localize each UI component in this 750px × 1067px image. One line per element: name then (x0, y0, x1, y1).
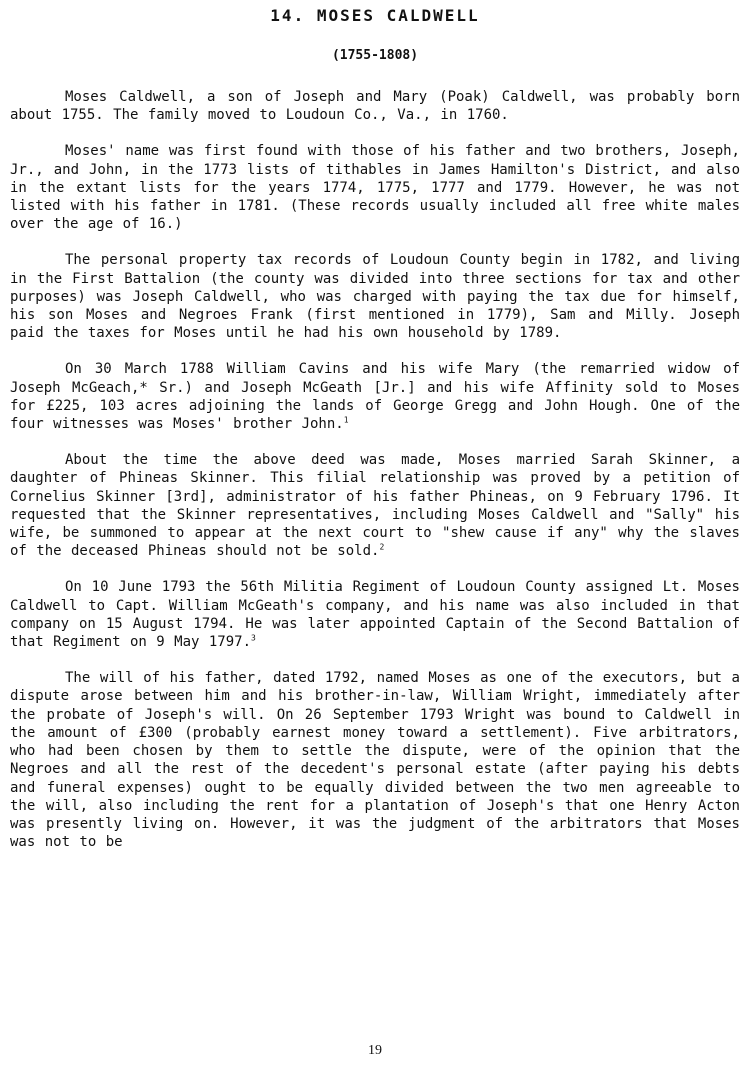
paragraph-text: About the time the above deed was made, Moses married Sarah Skinner, a daughter of Phineas Skinner. This filial relationship was proved by a petition of Cornelius Skinner [3rd], administrator of his father Phineas, on 9 February 1796. It requested that the Skinner representatives, including Moses Caldwell and "Sally" his wife, be summoned to appear at the next court to "shew cause if any" why the slaves of the deceased Phineas should not be sold. (10, 452, 740, 560)
body-text (10, 88, 740, 869)
footnote-mark: 3 (251, 633, 256, 643)
paragraph-tithables (10, 142, 740, 233)
paragraph-text: The personal property tax records of Loudoun County begin in 1782, and living in the First Battalion (the county was divided into three sections for tax and other purposes) was Joseph Caldwell, who was charged with paying the tax due for himself, his son Moses and Negroes Frank (first mentioned in 1779), Sam and Milly. Joseph paid the taxes for Moses until he had his own household by 1789. (10, 252, 740, 342)
paragraph-text: Moses' name was first found with those of his father and two brothers, Joseph, Jr., and John, in the 1773 lists of tithables in James Hamilton's District, and also in the extant lists for the years 1774, 1775, 1777 and 1779. However, he was not listed with his father in 1781. (These records usually included all free white males over the age of 16.) (10, 143, 740, 233)
paragraph-text: The will of his father, dated 1792, named Moses as one of the executors, but a dispute arose between him and his brother-in-law, William Wright, immediately after the probate of Joseph's will. On 26 September 1793 Wright was bound to Caldwell in the amount of £300 (probably earnest money toward a settlement). Five arbitrators, who had been chosen by them to settle the dispute, were of the opinion that the Negroes and all the rest of the decedent's personal estate (after paying his debts and funeral expenses) ought to be equally divided between the two men agreeable to the will, also including the rent for a plantation of Joseph's that one Henry Acton was presently living on. However, it was the judgment of the arbitrators that Moses was not to be (10, 670, 740, 851)
paragraph-text: On 10 June 1793 the 56th Militia Regiment of Loudoun County assigned Lt. Moses Caldwell to Capt. William McGeath's company, and his name was also included in that company on 15 August 1794. He was later appointed Captain of the Second Battalion of that Regiment on 9 May 1797. (10, 579, 740, 651)
paragraph-text: Moses Caldwell, a son of Joseph and Mary (Poak) Caldwell, was probably born about 1755. The family moved to Loudoun Co., Va., in 1760. (10, 89, 740, 124)
footnote-mark: 2 (379, 542, 385, 552)
paragraph-marriage (10, 451, 740, 560)
paragraph-text: On 30 March 1788 William Cavins and his wife Mary (the remarried widow of Joseph McGeach,* Sr.) and Joseph McGeath [Jr.] and his wife Affinity sold to Moses for £225, 103 acres adjoining the lands of George Gregg and John Hough. One of the four witnesses was Moses' brother John. (10, 361, 740, 433)
paragraph-birth (10, 88, 740, 124)
paragraph-land-purchase (10, 360, 740, 433)
chapter-title: 14. MOSES CALDWELL (270, 6, 480, 25)
footnote-mark: 1 (343, 415, 349, 425)
life-dates: (1755-1808) (331, 48, 419, 63)
paragraph-militia (10, 578, 740, 651)
paragraph-tax-records (10, 251, 740, 342)
page-number: 19 (368, 1043, 382, 1058)
paragraph-will-dispute (10, 669, 740, 851)
